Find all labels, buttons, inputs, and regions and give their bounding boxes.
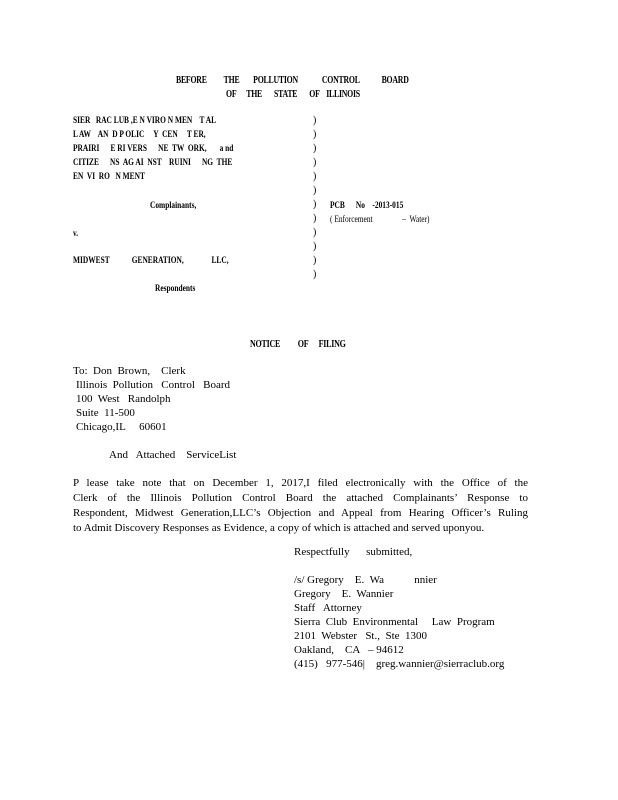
document-title: NOTICE OF FILING xyxy=(250,339,346,350)
signature-address: 2101 Webster St., Ste 1300 xyxy=(294,630,428,642)
service-list-line: And Attached ServiceList xyxy=(109,449,237,461)
complainants-line: PRAIRI E RI VERS NE TW ORK, a nd xyxy=(73,144,234,154)
caption-paren: ) xyxy=(313,213,317,224)
complainants-line: SIER RAC LUB ,E N VIRO N MEN T AL xyxy=(73,116,217,126)
to-line: Chicago,IL 60601 xyxy=(76,421,167,433)
caption-paren: ) xyxy=(313,157,317,168)
to-line: Illinois Pollution Control Board xyxy=(76,379,231,391)
paragraph-line: P lease take note that on December 1, 2017,I filed electronically with the Office of the xyxy=(73,477,528,489)
to-line: 100 West Randolph xyxy=(76,393,171,405)
case-type: ( Enforcement – Water) xyxy=(330,215,430,225)
signature-line: /s/ Gregory E. Wa nnier xyxy=(294,574,437,586)
heading-line-2: OF THE STATE OF ILLINOIS xyxy=(226,89,360,100)
caption-paren: ) xyxy=(313,171,317,182)
complainants-line: L AW AN D P OLIC Y CEN T ER, xyxy=(73,130,206,140)
caption-paren: ) xyxy=(313,255,317,266)
to-line: To: Don Brown, Clerk xyxy=(73,365,186,377)
versus-label: v. xyxy=(73,229,79,239)
signature-contact: (415) 977-546| greg.wannier@sierraclub.org xyxy=(294,658,505,670)
paragraph-line: Clerk of the Illinois Pollution Control Board the attached Complainants’ Response to xyxy=(73,492,528,504)
paragraph-line: Respondent, Midwest Generation,LLC’s Objection and Appeal from Hearing Officer’s Ruling xyxy=(73,507,528,519)
caption-paren: ) xyxy=(313,269,317,280)
signature-city: Oakland, CA – 94612 xyxy=(294,644,404,656)
caption-paren: ) xyxy=(313,143,317,154)
signature-title: Staff Attorney xyxy=(294,602,362,614)
caption-paren: ) xyxy=(313,227,317,238)
complainants-label: Complainants, xyxy=(150,201,197,211)
signature-organization: Sierra Club Environmental Law Program xyxy=(294,616,495,628)
complainants-line: CITIZE NS AG AI NST RUINI NG THE xyxy=(73,158,233,168)
notice-paragraph xyxy=(73,476,528,536)
respondent-name: MIDWEST GENERATION, LLC, xyxy=(73,256,229,266)
caption-paren: ) xyxy=(313,241,317,252)
caption-paren: ) xyxy=(313,185,317,196)
closing-line: Respectfully submitted, xyxy=(294,546,413,558)
caption-paren: ) xyxy=(313,199,317,210)
caption-paren: ) xyxy=(313,115,317,126)
case-number: PCB No -2013-015 xyxy=(330,201,404,211)
paragraph-line: to Admit Discovery Responses as Evidence, a copy of which is attached and served uponyou. xyxy=(73,522,485,534)
heading-line-1: BEFORE THE POLLUTION CONTROL BOARD xyxy=(176,75,409,86)
complainants-line: EN VI RO N MENT xyxy=(73,172,145,182)
caption-paren: ) xyxy=(313,129,317,140)
to-line: Suite 11-500 xyxy=(76,407,135,419)
signature-name: Gregory E. Wannier xyxy=(294,588,394,600)
respondents-label: Respondents xyxy=(155,284,196,294)
